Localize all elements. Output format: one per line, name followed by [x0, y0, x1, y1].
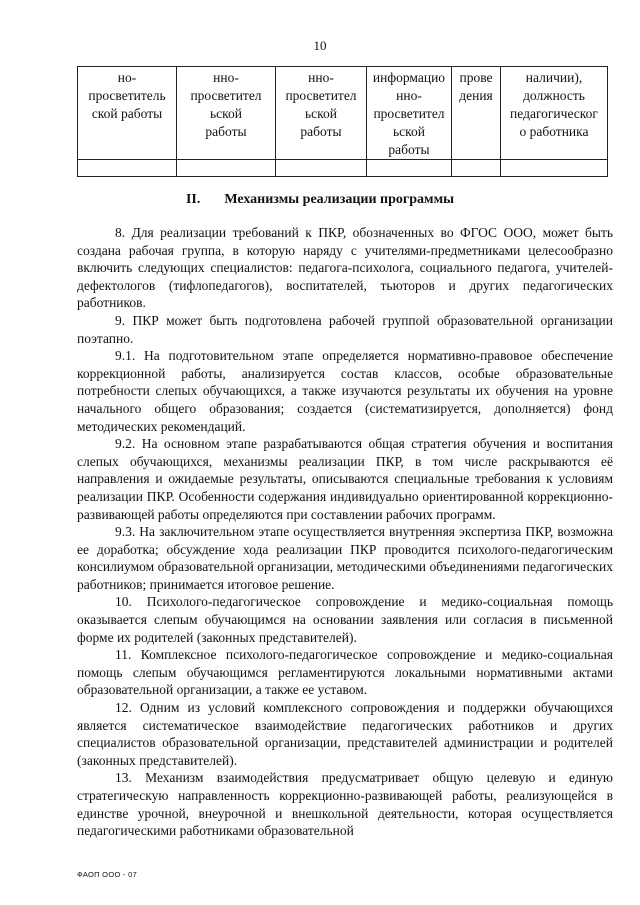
- table-cell: нно- просветител ьской работы: [276, 67, 367, 160]
- paragraph: 9.3. На заключительном этапе осуществляется внутренняя экспертиза ПКР, возможна ее доработка; обсуждение хода реализации ПКР проводится психолого-педагогическим консилиумом образовательной организации, методическими объединениями педагогических работников; принимается итоговое решение.: [77, 524, 613, 592]
- paragraph: 9.2. На основном этапе разрабатываются общая стратегия обучения и воспитания слепых обучающихся, механизмы реализации ПКР, в том числе раскрываются её направления и ожидаемые результаты, описываются специальные требования к условиям реализации ПКР. Особенности содержания индивидуально ориентированной коррекционно-развивающей работы определяются при составлении рабочих программ.: [77, 436, 613, 522]
- table-cell: наличии), должность педагогическог о работника: [501, 67, 608, 160]
- section-heading: [0, 192, 640, 208]
- section-number: II.: [185, 192, 201, 207]
- continuation-table: [77, 66, 608, 177]
- section-title: Механизмы реализации программы: [224, 192, 455, 207]
- paragraph: 8. Для реализации требований к ПКР, обозначенных во ФГОС ООО, может быть создана рабочая группа, в которую наряду с учителями-предметниками целесообразно включить следующих специалистов: педагога-психолога, социального педагога, учителей-дефектологов (тифлопедагогов), воспитателей, тьюторов и других педагогических работников.: [77, 225, 613, 311]
- footer-code: ФАОП ООО - 07: [77, 870, 138, 879]
- table-row: [78, 67, 608, 160]
- page-number: 10: [313, 38, 327, 53]
- paragraph: 12. Одним из условий комплексного сопровождения и поддержки обучающихся является систематическое взаимодействие педагогических работников и других специалистов образовательной организации, представителей администрации и родителей (законных представителей).: [77, 700, 613, 768]
- table-cell: информацио нно- просветител ьской работы: [367, 67, 452, 160]
- paragraph: 9.1. На подготовительном этапе определяется нормативно-правовое обеспечение коррекционной работы, анализируется состав классов, особые образовательные потребности слепых обучающихся, а также изучаются результаты их обучения на уровне начального общего образования; создается (систематизируется, дополняется) фонд методических рекомендаций.: [77, 348, 613, 434]
- paragraph: 10. Психолого-педагогическое сопровождение и медико-социальная помощь оказывается слепым обучающимся на основании заявления или согласия в письменной форме их родителей (законных представителей).: [77, 594, 613, 645]
- table-cell: нно- просветител ьской работы: [177, 67, 276, 160]
- paragraph: 13. Механизм взаимодействия предусматривает общую целевую и единую стратегическую направленность коррекционно-развивающей работы, реализующейся в единстве урочной, внеурочной и внешкольной деятельности, которая осуществляется педагогическими работниками образовательной: [77, 770, 613, 839]
- paragraph: 11. Комплексное психолого-педагогическое сопровождение и медико-социальная помощь слепым обучающимся регламентируются локальными нормативными актами образовательной организации, а также ее уставом.: [77, 647, 613, 698]
- table-cell: но- просветитель ской работы: [78, 67, 177, 160]
- paragraph: 9. ПКР может быть подготовлена рабочей группой образовательной организации поэтапно.: [77, 312, 613, 346]
- table-row-empty: [78, 160, 608, 177]
- table-cell: прове дения: [452, 67, 501, 160]
- body-text: [77, 224, 613, 840]
